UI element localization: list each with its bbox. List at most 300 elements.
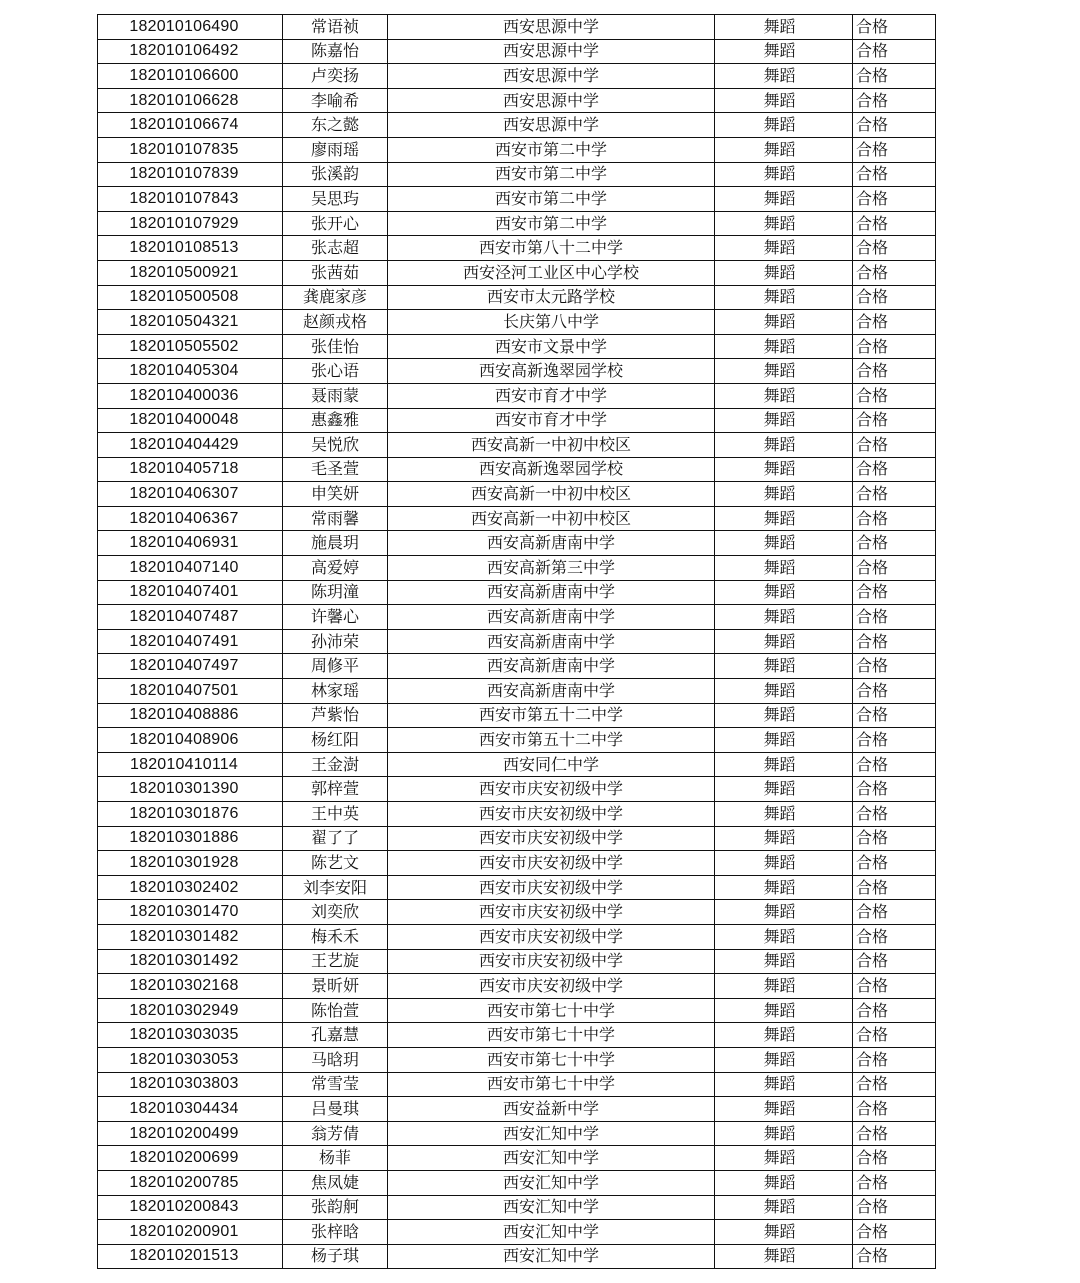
table-row: [98, 580, 936, 605]
result-cell: 合格: [853, 1023, 936, 1048]
exam-id-cell: 182010106490: [98, 15, 283, 40]
student-name-cell: 梅禾禾: [283, 924, 388, 949]
table-row: [98, 457, 936, 482]
exam-id-cell: 182010406367: [98, 506, 283, 531]
student-name-cell: 张茜茹: [283, 260, 388, 285]
result-cell: 合格: [853, 1047, 936, 1072]
subject-cell: 舞蹈: [715, 1047, 853, 1072]
subject-cell: 舞蹈: [715, 654, 853, 679]
exam-id-cell: 182010301482: [98, 924, 283, 949]
exam-id-cell: 182010107843: [98, 187, 283, 212]
student-name-cell: 翟了了: [283, 826, 388, 851]
student-name-cell: 龚鹿家彦: [283, 285, 388, 310]
student-name-cell: 翁芳倩: [283, 1121, 388, 1146]
student-name-cell: 杨菲: [283, 1146, 388, 1171]
result-cell: 合格: [853, 457, 936, 482]
subject-cell: 舞蹈: [715, 1121, 853, 1146]
result-cell: 合格: [853, 15, 936, 40]
result-cell: 合格: [853, 310, 936, 335]
subject-cell: 舞蹈: [715, 924, 853, 949]
school-cell: 西安高新唐南中学: [388, 531, 715, 556]
subject-cell: 舞蹈: [715, 310, 853, 335]
school-cell: 西安市第二中学: [388, 187, 715, 212]
result-cell: 合格: [853, 113, 936, 138]
table-row: [98, 605, 936, 630]
table-row: [98, 679, 936, 704]
exam-id-cell: 182010406307: [98, 482, 283, 507]
subject-cell: 舞蹈: [715, 1195, 853, 1220]
subject-cell: 舞蹈: [715, 39, 853, 64]
student-name-cell: 张开心: [283, 211, 388, 236]
subject-cell: 舞蹈: [715, 1170, 853, 1195]
exam-id-cell: 182010405304: [98, 359, 283, 384]
result-cell: 合格: [853, 1244, 936, 1269]
subject-cell: 舞蹈: [715, 556, 853, 581]
student-name-cell: 张佳怡: [283, 334, 388, 359]
result-cell: 合格: [853, 88, 936, 113]
exam-id-cell: 182010407501: [98, 679, 283, 704]
school-cell: 西安市庆安初级中学: [388, 875, 715, 900]
table-row: [98, 777, 936, 802]
table-row: [98, 1170, 936, 1195]
student-name-cell: 刘李安阳: [283, 875, 388, 900]
result-cell: 合格: [853, 654, 936, 679]
school-cell: 西安市第二中学: [388, 137, 715, 162]
table-row: [98, 15, 936, 40]
subject-cell: 舞蹈: [715, 1023, 853, 1048]
result-cell: 合格: [853, 875, 936, 900]
subject-cell: 舞蹈: [715, 88, 853, 113]
school-cell: 西安汇知中学: [388, 1244, 715, 1269]
exam-id-cell: 182010405718: [98, 457, 283, 482]
result-cell: 合格: [853, 236, 936, 261]
subject-cell: 舞蹈: [715, 113, 853, 138]
table-row: [98, 1072, 936, 1097]
exam-id-cell: 182010407487: [98, 605, 283, 630]
table-row: [98, 924, 936, 949]
result-cell: 合格: [853, 1170, 936, 1195]
student-name-cell: 王金澍: [283, 752, 388, 777]
exam-id-cell: 182010200499: [98, 1121, 283, 1146]
result-cell: 合格: [853, 998, 936, 1023]
result-cell: 合格: [853, 39, 936, 64]
school-cell: 西安高新唐南中学: [388, 654, 715, 679]
subject-cell: 舞蹈: [715, 408, 853, 433]
exam-id-cell: 182010301928: [98, 851, 283, 876]
result-cell: 合格: [853, 974, 936, 999]
student-name-cell: 张韵舸: [283, 1195, 388, 1220]
subject-cell: 舞蹈: [715, 580, 853, 605]
school-cell: 西安高新唐南中学: [388, 580, 715, 605]
exam-id-cell: 182010200699: [98, 1146, 283, 1171]
subject-cell: 舞蹈: [715, 826, 853, 851]
school-cell: 西安高新逸翠园学校: [388, 457, 715, 482]
table-row: [98, 949, 936, 974]
school-cell: 西安市庆安初级中学: [388, 900, 715, 925]
table-row: [98, 1047, 936, 1072]
table-row: [98, 998, 936, 1023]
result-cell: 合格: [853, 1220, 936, 1245]
school-cell: 西安市第七十中学: [388, 998, 715, 1023]
result-cell: 合格: [853, 260, 936, 285]
subject-cell: 舞蹈: [715, 605, 853, 630]
result-cell: 合格: [853, 137, 936, 162]
table-row: [98, 211, 936, 236]
result-cell: 合格: [853, 556, 936, 581]
result-cell: 合格: [853, 802, 936, 827]
school-cell: 长庆第八中学: [388, 310, 715, 335]
exam-id-cell: 182010302168: [98, 974, 283, 999]
exam-id-cell: 182010408886: [98, 703, 283, 728]
subject-cell: 舞蹈: [715, 285, 853, 310]
student-name-cell: 申笑妍: [283, 482, 388, 507]
school-cell: 西安高新一中初中校区: [388, 506, 715, 531]
student-name-cell: 吴思玙: [283, 187, 388, 212]
result-cell: 合格: [853, 285, 936, 310]
school-cell: 西安市文景中学: [388, 334, 715, 359]
subject-cell: 舞蹈: [715, 236, 853, 261]
subject-cell: 舞蹈: [715, 875, 853, 900]
table-row: [98, 408, 936, 433]
school-cell: 西安汇知中学: [388, 1146, 715, 1171]
exam-id-cell: 182010201513: [98, 1244, 283, 1269]
exam-id-cell: 182010301390: [98, 777, 283, 802]
exam-id-cell: 182010301886: [98, 826, 283, 851]
table-row: [98, 482, 936, 507]
subject-cell: 舞蹈: [715, 531, 853, 556]
school-cell: 西安市庆安初级中学: [388, 802, 715, 827]
table-row: [98, 236, 936, 261]
subject-cell: 舞蹈: [715, 998, 853, 1023]
student-name-cell: 陈嘉怡: [283, 39, 388, 64]
table-row: [98, 506, 936, 531]
table-row: [98, 1195, 936, 1220]
result-cell: 合格: [853, 64, 936, 89]
table-row: [98, 39, 936, 64]
student-name-cell: 吴悦欣: [283, 433, 388, 458]
exam-id-cell: 182010303053: [98, 1047, 283, 1072]
school-cell: 西安高新逸翠园学校: [388, 359, 715, 384]
subject-cell: 舞蹈: [715, 187, 853, 212]
result-cell: 合格: [853, 162, 936, 187]
student-name-cell: 景昕妍: [283, 974, 388, 999]
school-cell: 西安高新一中初中校区: [388, 482, 715, 507]
subject-cell: 舞蹈: [715, 15, 853, 40]
exam-id-cell: 182010304434: [98, 1097, 283, 1122]
school-cell: 西安市庆安初级中学: [388, 949, 715, 974]
subject-cell: 舞蹈: [715, 211, 853, 236]
student-name-cell: 王艺旋: [283, 949, 388, 974]
result-cell: 合格: [853, 383, 936, 408]
student-name-cell: 张梓晗: [283, 1220, 388, 1245]
student-name-cell: 陈怡萱: [283, 998, 388, 1023]
exam-id-cell: 182010301492: [98, 949, 283, 974]
subject-cell: 舞蹈: [715, 1097, 853, 1122]
student-name-cell: 李喻希: [283, 88, 388, 113]
result-cell: 合格: [853, 359, 936, 384]
exam-id-cell: 182010106492: [98, 39, 283, 64]
subject-cell: 舞蹈: [715, 679, 853, 704]
subject-cell: 舞蹈: [715, 506, 853, 531]
student-name-cell: 王中英: [283, 802, 388, 827]
school-cell: 西安思源中学: [388, 39, 715, 64]
student-name-cell: 许馨心: [283, 605, 388, 630]
subject-cell: 舞蹈: [715, 457, 853, 482]
school-cell: 西安市庆安初级中学: [388, 924, 715, 949]
school-cell: 西安高新唐南中学: [388, 629, 715, 654]
student-name-cell: 赵颜戎格: [283, 310, 388, 335]
exam-id-cell: 182010303035: [98, 1023, 283, 1048]
student-name-cell: 常语祯: [283, 15, 388, 40]
table-row: [98, 359, 936, 384]
table-row: [98, 900, 936, 925]
exam-id-cell: 182010302949: [98, 998, 283, 1023]
subject-cell: 舞蹈: [715, 728, 853, 753]
result-cell: 合格: [853, 1146, 936, 1171]
exam-id-cell: 182010107835: [98, 137, 283, 162]
table-row: [98, 88, 936, 113]
school-cell: 西安思源中学: [388, 15, 715, 40]
exam-id-cell: 182010406931: [98, 531, 283, 556]
student-name-cell: 陈玥潼: [283, 580, 388, 605]
school-cell: 西安市第七十中学: [388, 1047, 715, 1072]
subject-cell: 舞蹈: [715, 359, 853, 384]
school-cell: 西安汇知中学: [388, 1170, 715, 1195]
subject-cell: 舞蹈: [715, 383, 853, 408]
school-cell: 西安市第二中学: [388, 162, 715, 187]
result-cell: 合格: [853, 949, 936, 974]
result-cell: 合格: [853, 1097, 936, 1122]
subject-cell: 舞蹈: [715, 703, 853, 728]
school-cell: 西安市育才中学: [388, 383, 715, 408]
student-name-cell: 张志超: [283, 236, 388, 261]
school-cell: 西安市庆安初级中学: [388, 777, 715, 802]
table-row: [98, 113, 936, 138]
table-row: [98, 826, 936, 851]
school-cell: 西安市第八十二中学: [388, 236, 715, 261]
school-cell: 西安泾河工业区中心学校: [388, 260, 715, 285]
school-cell: 西安思源中学: [388, 64, 715, 89]
result-cell: 合格: [853, 703, 936, 728]
result-cell: 合格: [853, 900, 936, 925]
subject-cell: 舞蹈: [715, 1146, 853, 1171]
exam-id-cell: 182010505502: [98, 334, 283, 359]
result-cell: 合格: [853, 211, 936, 236]
result-cell: 合格: [853, 605, 936, 630]
exam-id-cell: 182010500921: [98, 260, 283, 285]
exam-id-cell: 182010106600: [98, 64, 283, 89]
roster-table: [97, 14, 936, 1269]
student-name-cell: 孙沛荣: [283, 629, 388, 654]
subject-cell: 舞蹈: [715, 1072, 853, 1097]
exam-id-cell: 182010301876: [98, 802, 283, 827]
school-cell: 西安高新唐南中学: [388, 679, 715, 704]
table-row: [98, 310, 936, 335]
student-name-cell: 吕曼琪: [283, 1097, 388, 1122]
exam-id-cell: 182010407401: [98, 580, 283, 605]
school-cell: 西安市庆安初级中学: [388, 851, 715, 876]
result-cell: 合格: [853, 851, 936, 876]
result-cell: 合格: [853, 679, 936, 704]
student-name-cell: 张溪韵: [283, 162, 388, 187]
table-row: [98, 1023, 936, 1048]
table-row: [98, 974, 936, 999]
student-name-cell: 聂雨蒙: [283, 383, 388, 408]
student-name-cell: 周修平: [283, 654, 388, 679]
school-cell: 西安思源中学: [388, 113, 715, 138]
exam-id-cell: 182010504321: [98, 310, 283, 335]
table-row: [98, 383, 936, 408]
exam-id-cell: 182010107929: [98, 211, 283, 236]
subject-cell: 舞蹈: [715, 433, 853, 458]
exam-id-cell: 182010302402: [98, 875, 283, 900]
table-row: [98, 260, 936, 285]
exam-id-cell: 182010500508: [98, 285, 283, 310]
exam-id-cell: 182010407491: [98, 629, 283, 654]
roster-body: [98, 15, 936, 1269]
subject-cell: 舞蹈: [715, 777, 853, 802]
school-cell: 西安同仁中学: [388, 752, 715, 777]
subject-cell: 舞蹈: [715, 162, 853, 187]
result-cell: 合格: [853, 334, 936, 359]
student-name-cell: 廖雨瑶: [283, 137, 388, 162]
subject-cell: 舞蹈: [715, 629, 853, 654]
student-name-cell: 刘奕欣: [283, 900, 388, 925]
table-row: [98, 137, 936, 162]
exam-id-cell: 182010400036: [98, 383, 283, 408]
exam-id-cell: 182010404429: [98, 433, 283, 458]
subject-cell: 舞蹈: [715, 482, 853, 507]
exam-id-cell: 182010106628: [98, 88, 283, 113]
subject-cell: 舞蹈: [715, 802, 853, 827]
student-name-cell: 陈艺文: [283, 851, 388, 876]
school-cell: 西安汇知中学: [388, 1121, 715, 1146]
school-cell: 西安市第七十中学: [388, 1023, 715, 1048]
student-name-cell: 焦凤婕: [283, 1170, 388, 1195]
table-row: [98, 1220, 936, 1245]
subject-cell: 舞蹈: [715, 334, 853, 359]
student-name-cell: 郭梓萱: [283, 777, 388, 802]
table-row: [98, 802, 936, 827]
result-cell: 合格: [853, 1072, 936, 1097]
table-row: [98, 285, 936, 310]
table-row: [98, 654, 936, 679]
subject-cell: 舞蹈: [715, 949, 853, 974]
table-row: [98, 752, 936, 777]
school-cell: 西安市庆安初级中学: [388, 974, 715, 999]
result-cell: 合格: [853, 1195, 936, 1220]
exam-id-cell: 182010407497: [98, 654, 283, 679]
subject-cell: 舞蹈: [715, 900, 853, 925]
student-name-cell: 马晗玥: [283, 1047, 388, 1072]
school-cell: 西安汇知中学: [388, 1195, 715, 1220]
student-name-cell: 杨子琪: [283, 1244, 388, 1269]
student-name-cell: 惠鑫雅: [283, 408, 388, 433]
exam-id-cell: 182010400048: [98, 408, 283, 433]
student-name-cell: 林家瑶: [283, 679, 388, 704]
subject-cell: 舞蹈: [715, 64, 853, 89]
result-cell: 合格: [853, 187, 936, 212]
result-cell: 合格: [853, 433, 936, 458]
result-cell: 合格: [853, 531, 936, 556]
table-row: [98, 1097, 936, 1122]
result-cell: 合格: [853, 728, 936, 753]
exam-id-cell: 182010408906: [98, 728, 283, 753]
student-name-cell: 毛圣萱: [283, 457, 388, 482]
subject-cell: 舞蹈: [715, 1244, 853, 1269]
table-row: [98, 703, 936, 728]
school-cell: 西安高新唐南中学: [388, 605, 715, 630]
school-cell: 西安汇知中学: [388, 1220, 715, 1245]
result-cell: 合格: [853, 924, 936, 949]
result-cell: 合格: [853, 580, 936, 605]
table-row: [98, 433, 936, 458]
school-cell: 西安市第五十二中学: [388, 703, 715, 728]
student-name-cell: 卢奕扬: [283, 64, 388, 89]
exam-id-cell: 182010301470: [98, 900, 283, 925]
result-cell: 合格: [853, 629, 936, 654]
subject-cell: 舞蹈: [715, 260, 853, 285]
exam-id-cell: 182010200901: [98, 1220, 283, 1245]
table-row: [98, 531, 936, 556]
school-cell: 西安益新中学: [388, 1097, 715, 1122]
result-cell: 合格: [853, 826, 936, 851]
result-cell: 合格: [853, 506, 936, 531]
exam-id-cell: 182010107839: [98, 162, 283, 187]
exam-id-cell: 182010200785: [98, 1170, 283, 1195]
subject-cell: 舞蹈: [715, 851, 853, 876]
school-cell: 西安高新第三中学: [388, 556, 715, 581]
result-cell: 合格: [853, 408, 936, 433]
exam-id-cell: 182010200843: [98, 1195, 283, 1220]
table-row: [98, 629, 936, 654]
result-cell: 合格: [853, 1121, 936, 1146]
subject-cell: 舞蹈: [715, 752, 853, 777]
school-cell: 西安市第七十中学: [388, 1072, 715, 1097]
exam-id-cell: 182010303803: [98, 1072, 283, 1097]
table-row: [98, 556, 936, 581]
table-row: [98, 187, 936, 212]
student-name-cell: 孔嘉慧: [283, 1023, 388, 1048]
student-name-cell: 高爱婷: [283, 556, 388, 581]
school-cell: 西安市第五十二中学: [388, 728, 715, 753]
subject-cell: 舞蹈: [715, 974, 853, 999]
school-cell: 西安市太元路学校: [388, 285, 715, 310]
subject-cell: 舞蹈: [715, 137, 853, 162]
student-name-cell: 东之懿: [283, 113, 388, 138]
exam-id-cell: 182010407140: [98, 556, 283, 581]
table-row: [98, 1121, 936, 1146]
table-row: [98, 1146, 936, 1171]
table-row: [98, 162, 936, 187]
result-cell: 合格: [853, 752, 936, 777]
school-cell: 西安市育才中学: [388, 408, 715, 433]
student-name-cell: 芦紫怡: [283, 703, 388, 728]
student-name-cell: 常雪莹: [283, 1072, 388, 1097]
school-cell: 西安思源中学: [388, 88, 715, 113]
table-row: [98, 64, 936, 89]
result-cell: 合格: [853, 482, 936, 507]
table-row: [98, 334, 936, 359]
exam-id-cell: 182010106674: [98, 113, 283, 138]
result-cell: 合格: [853, 777, 936, 802]
exam-id-cell: 182010410114: [98, 752, 283, 777]
table-row: [98, 728, 936, 753]
student-name-cell: 张心语: [283, 359, 388, 384]
school-cell: 西安市第二中学: [388, 211, 715, 236]
table-row: [98, 875, 936, 900]
student-name-cell: 常雨馨: [283, 506, 388, 531]
